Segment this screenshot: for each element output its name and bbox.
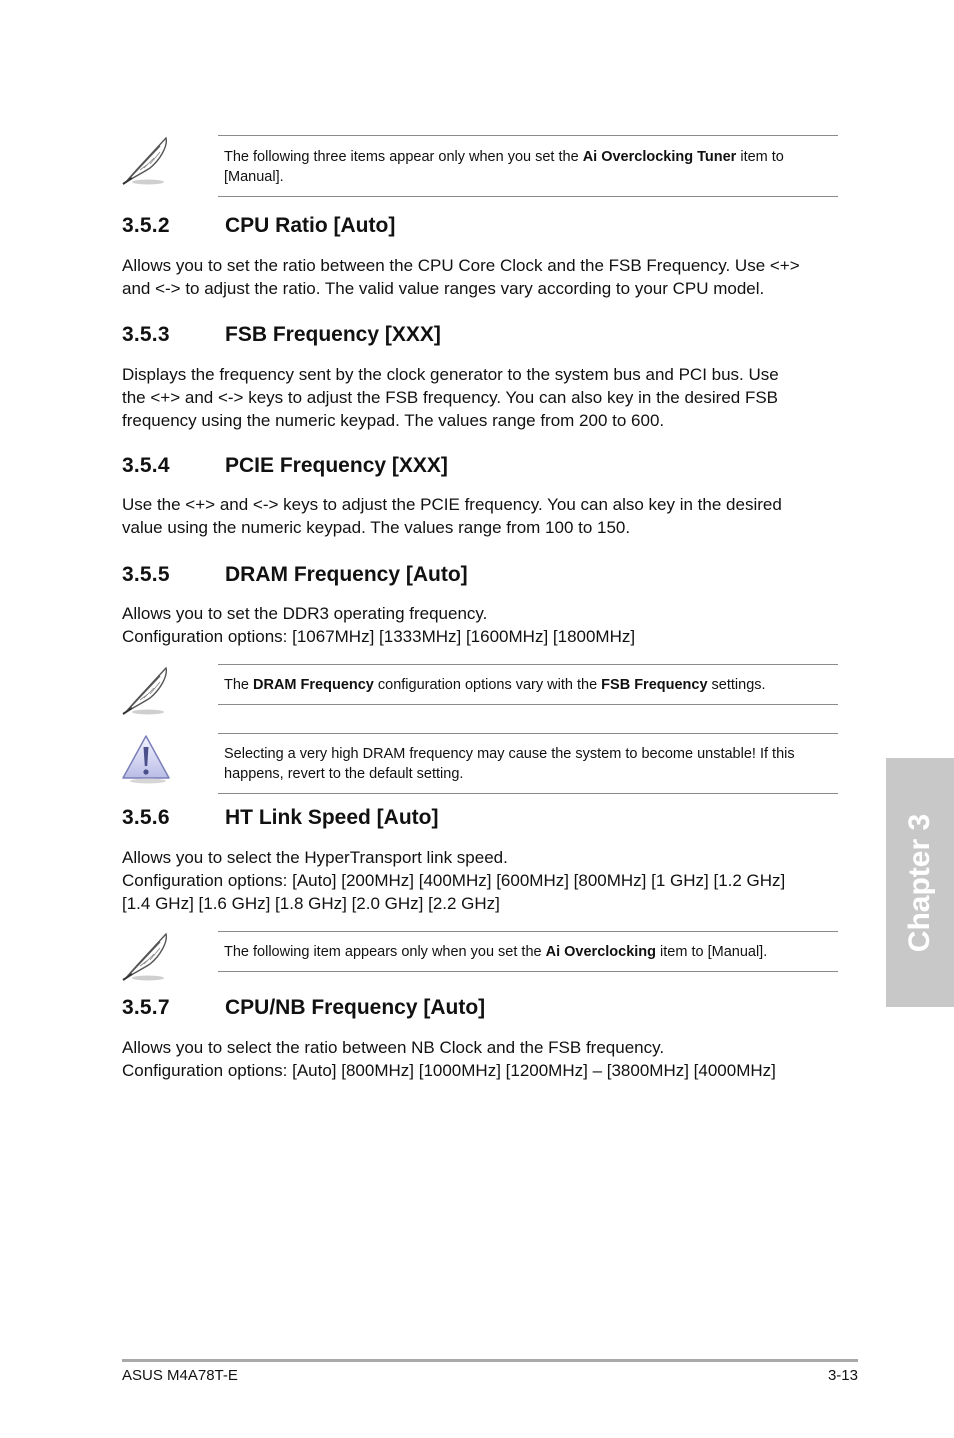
section-title-ht-link-speed: HT Link Speed [Auto] [225,806,439,829]
section-body-ht-link-speed [122,846,822,915]
section-body-pcie-frequency [122,493,822,539]
footer-divider [122,1359,858,1362]
body-line: Allows you to select the ratio between NB Clock and the FSB frequency. [122,1038,665,1057]
section-body-fsb-frequency [122,363,822,432]
footer-page-number: 3-13 [827,1367,858,1384]
footer-product-name: ASUS M4A78T-E [122,1367,238,1384]
note-text: The DRAM Frequency configuration options vary with the FSB Frequency settings. [224,677,766,693]
section-number: 3.5.3 [122,323,170,346]
body-line: value using the numeric keypad. The values range from 100 to 150. [122,518,631,537]
section-body-dram-frequency [122,602,822,648]
body-line: Allows you to set the DDR3 operating frequency. [122,604,488,623]
section-title-cpu-nb-frequency: CPU/NB Frequency [Auto] [225,996,486,1019]
body-line: the <+> and <-> keys to adjust the FSB frequency. You can also key in the desired FSB [122,388,779,407]
section-body-cpu-ratio [122,254,822,300]
warning-text [224,744,830,784]
chapter-tab [886,758,954,1007]
section-title-cpu-ratio: CPU Ratio [Auto] [225,214,396,237]
section-title-fsb-frequency: FSB Frequency [XXX] [225,323,441,346]
feather-pen-icon [120,134,172,186]
warning-line: Selecting a very high DRAM frequency may cause the system to become unstable! If this [224,746,795,762]
body-line: Configuration options: [Auto] [800MHz] [1000MHz] [1200MHz] – [3800MHz] [4000MHz] [122,1061,776,1080]
warning-line: happens, revert to the default setting. [224,766,464,782]
note-ai-overclocking [218,931,838,972]
body-line: Configuration options: [Auto] [200MHz] [400MHz] [600MHz] [800MHz] [1 GHz] [1.2 GHz] [122,871,786,890]
note-dram-frequency [218,664,838,705]
section-title-dram-frequency: DRAM Frequency [Auto] [225,563,468,586]
note-text: The following item appears only when you set the Ai Overclocking item to [Manual]. [224,944,768,960]
body-line: Use the <+> and <-> keys to adjust the PCIE frequency. You can also key in the desired [122,495,782,514]
warning-dram-frequency [218,733,838,794]
body-line: frequency using the numeric keypad. The values range from 200 to 600. [122,411,665,430]
warning-triangle-icon [120,733,172,785]
section-number: 3.5.5 [122,563,170,586]
body-line: Allows you to set the ratio between the CPU Core Clock and the FSB Frequency. Use <+> [122,256,800,275]
section-title-pcie-frequency: PCIE Frequency [XXX] [225,454,448,477]
note-text: The following three items appear only when you set the Ai Overclocking Tuner item to [Manual]. [224,149,784,185]
body-line: Configuration options: [1067MHz] [1333MHz] [1600MHz] [1800MHz] [122,627,636,646]
section-number: 3.5.4 [122,454,170,477]
chapter-label: Chapter 3 [903,813,936,952]
note-ai-overclocking-tuner [218,135,838,197]
feather-pen-icon [120,664,172,716]
body-line: Allows you to select the HyperTransport link speed. [122,848,508,867]
feather-pen-icon [120,930,172,982]
section-number: 3.5.2 [122,214,170,237]
section-body-cpu-nb-frequency [122,1036,822,1082]
section-number: 3.5.6 [122,806,170,829]
body-line: and <-> to adjust the ratio. The valid value ranges vary according to your CPU model. [122,279,765,298]
body-line: [1.4 GHz] [1.6 GHz] [1.8 GHz] [2.0 GHz] [2.2 GHz] [122,894,500,913]
body-line: Displays the frequency sent by the clock generator to the system bus and PCI bus. Use [122,365,779,384]
section-number: 3.5.7 [122,996,170,1019]
